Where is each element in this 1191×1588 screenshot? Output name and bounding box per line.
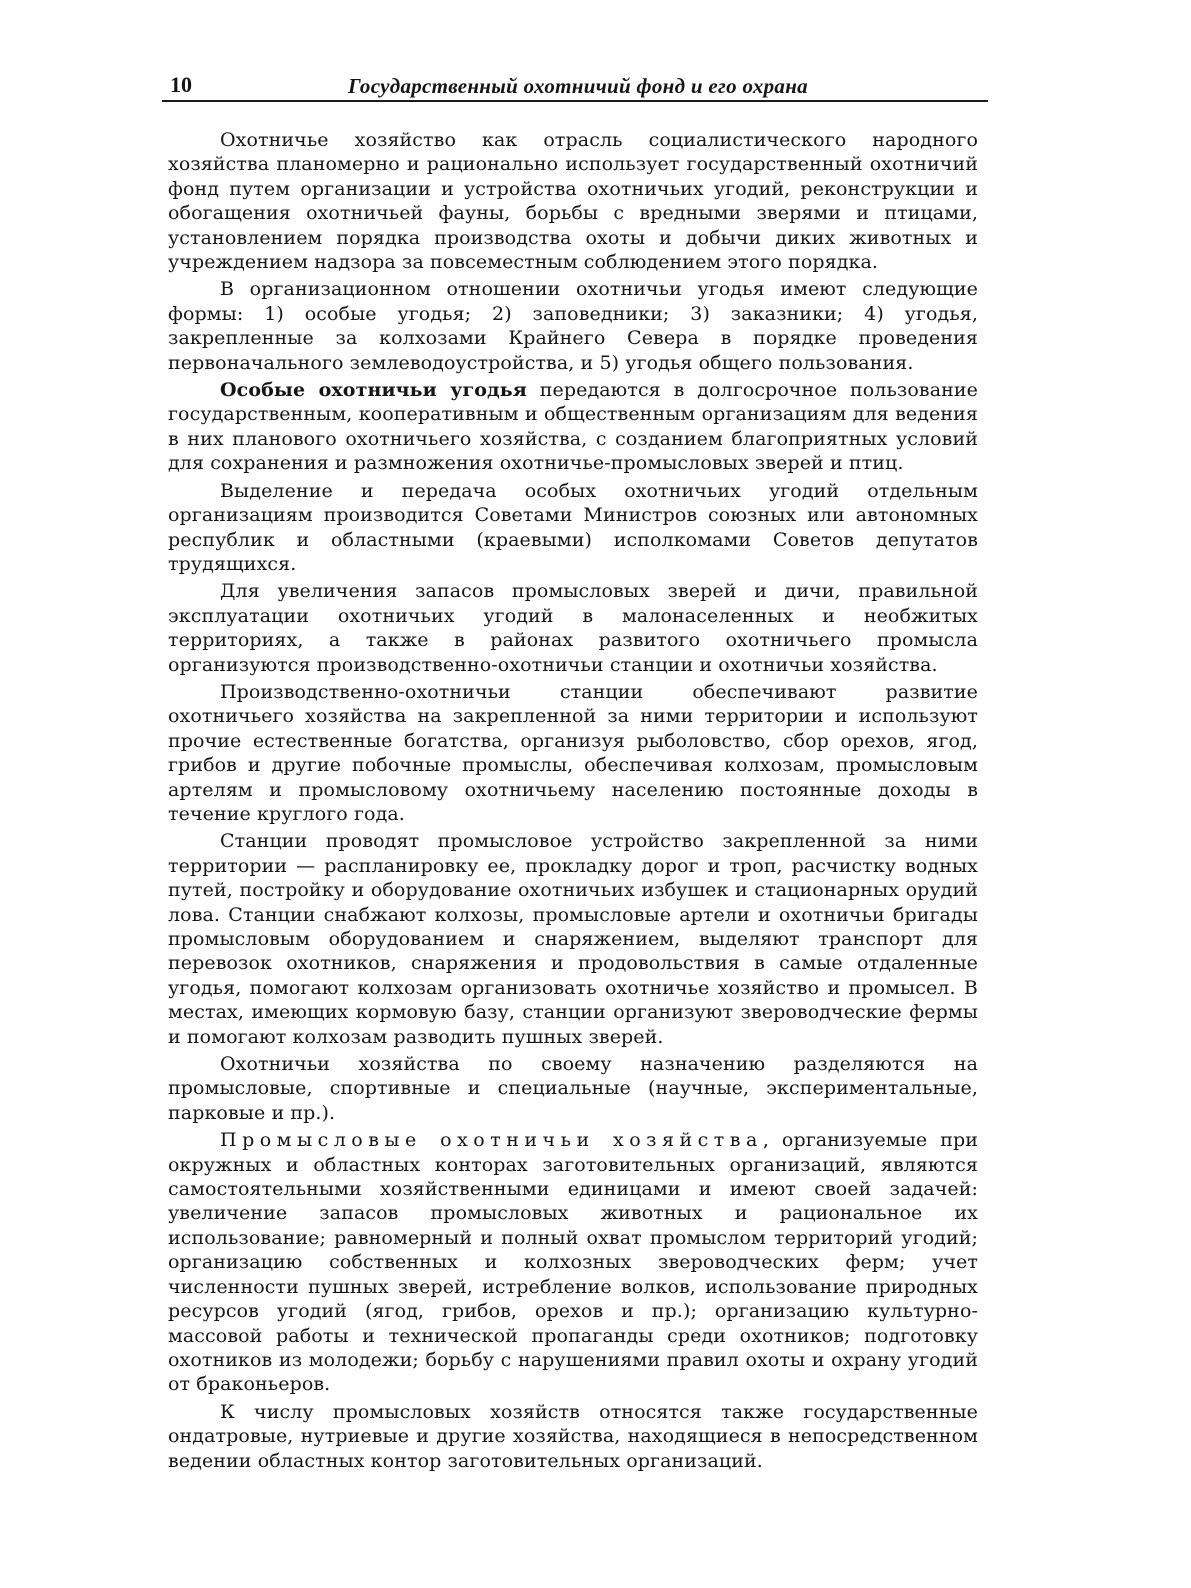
paragraph-10: К числу промысловых хозяйств относятся также государственные ондатровые, нутриевые и другие хозяйства, находящиеся в непосредственном ведении областных контор заготовительных организаций. <box>168 1400 978 1472</box>
paragraph-1: Охотничье хозяйство как отрасль социалистического народного хозяйства планомерно и рационально использует государственный охотничий фонд путем организации и устройства охотничьих угодий, реконструкции и обогащения охотничьей фауны, борьбы с вредными зверями и птицами, установлением порядка производства охоты и добычи диких животных и учреждением надзора за повсеместным соблюдением этого порядка. <box>168 129 978 274</box>
body-text <box>168 128 978 1476</box>
bold-term: Особые охотничьи угодья <box>220 379 527 402</box>
page-number: 10 <box>170 72 192 97</box>
paragraph-7: Станции проводят промысловое устройство закрепленной за ними территории — распланировку ее, прокладку дорог и троп, расчистку водных путей, постройку и оборудование охотничьих избушек и стационарных орудий лова. Станции снабжают колхозы, промысловые артели и охотничьи бригады промысловым оборудованием и снаряжением, выделяют транспорт для перевозок охотников, снаряжения и продовольствия в самые отдаленные угодья, помогают колхозам организовать охотничье хозяйство и промысел. В местах, имеющих кормовую базу, станции организуют звероводческие фермы и помогают колхозам разводить пушных зверей. <box>168 830 978 1048</box>
spaced-term: Промысловые охотничьи хозяйства <box>220 1129 763 1152</box>
paragraph-4: Выделение и передача особых охотничьих угодий отдельным организациям производится Советами Министров союзных или автономных республик и областными (краевыми) исполкомами Советов депутатов трудящихся. <box>168 479 978 575</box>
paragraph-5: Для увеличения запасов промысловых зверей и дичи, правильной эксплуатации охотничьих угодий в малонаселенных и необжитых территориях, а также в районах развитого охотничьего промысла организуются производственно-охотничьи станции и охотничьи хозяйства. <box>168 580 978 676</box>
running-title: Государственный охотничий фонд и его охрана <box>348 74 808 98</box>
paragraph-3: Особые охотничьи угодья передаются в долгосрочное пользование государственным, кооперативным и общественным организациям для ведения в них планового охотничьего хозяйства, с созданием благоприятных условий для сохранения и размножения охотничье-промысловых зверей и птиц. <box>168 379 979 475</box>
paragraph-6: Производственно-охотничьи станции обеспечивают развитие охотничьего хозяйства на закрепленной за ними территории и используют прочие естественные богатства, организуя рыболовство, сбор орехов, ягод, грибов и другие побочные промыслы, обеспечивая колхозам, промысловым артелям и промысловому охотничьему населению постоянные доходы в течение круглого года. <box>168 680 978 825</box>
page-header <box>162 70 988 102</box>
paragraph-8: Охотничьи хозяйства по своему назначению разделяются на промысловые, спортивные и специальные (научные, экспериментальные, парковые и пр.). <box>168 1053 978 1124</box>
paragraph-2: В организационном отношении охотничьи угодья имеют следующие формы: 1) особые угодья; 2) заповедники; 3) заказники; 4) угодья, закрепленные за колхозами Крайнего Севера в порядке проведения первоначального землеводоустройства, и 5) угодья общего пользования. <box>168 278 978 374</box>
paragraph-9: Промысловые охотничьи хозяйства, организуемые при окружных и областных конторах заготовительных организаций, являются самостоятельными хозяйственными единицами и имеют своей задачей: увеличение запасов промысловых животных и рациональное их использование; равномерный и полный охват промыслом территорий угодий; организацию собственных и колхозных звероводческих ферм; учет численности пушных зверей, истребление волков, использование природных ресурсов угодий (ягод, грибов, орехов и пр.); организацию культурно-массовой работы и технической пропаганды среди охотников; подготовку охотников из молодежи; борьбу с нарушениями правил охоты и охрану угодий от браконьеров. <box>168 1129 978 1396</box>
